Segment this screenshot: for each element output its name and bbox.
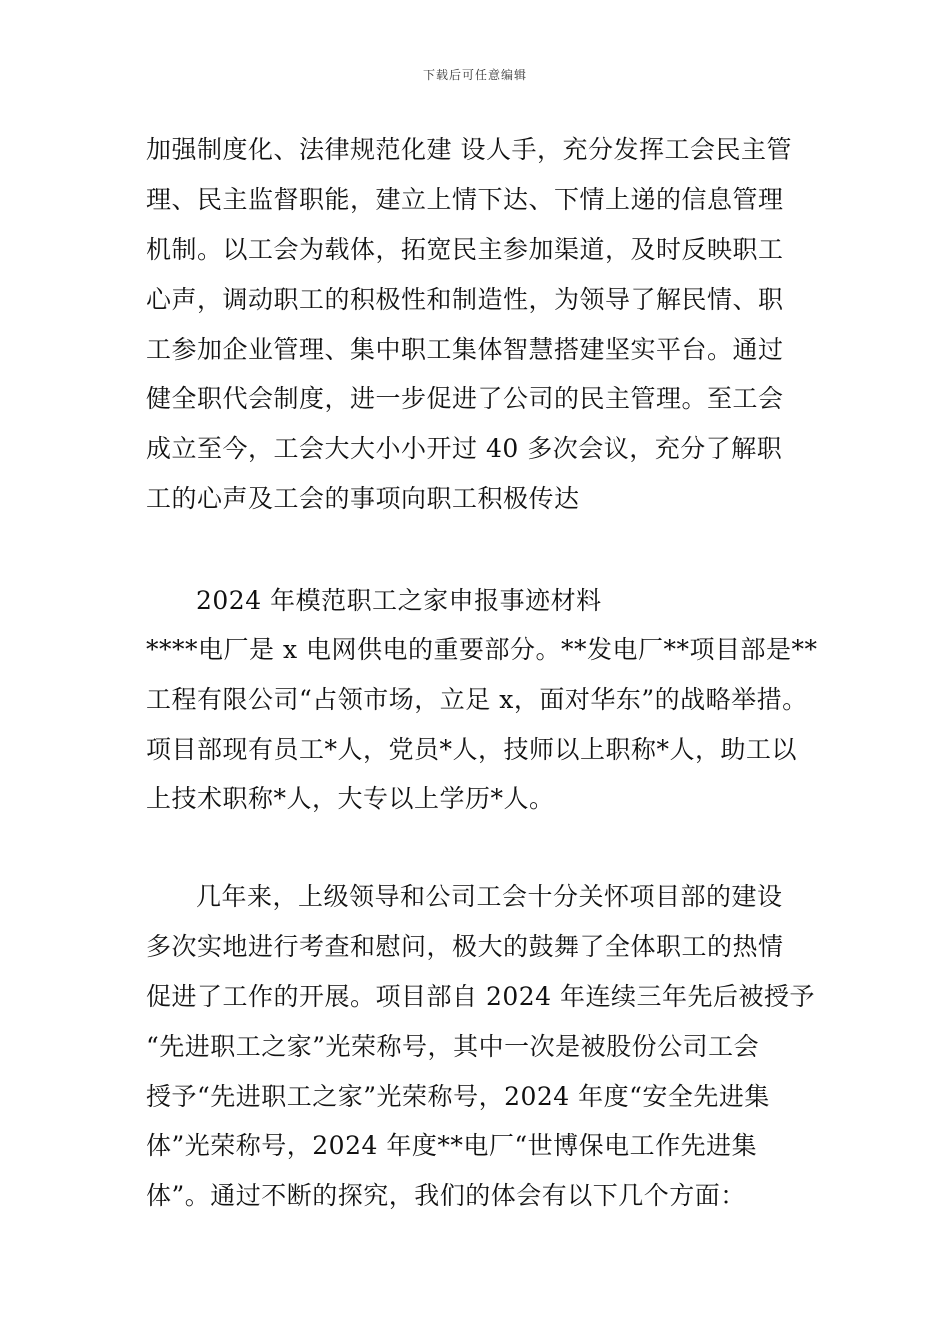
text-line: 体”。通过不断的探究，我们的体会有以下几个方面： [146, 1181, 746, 1210]
text-line: 健全职代会制度，进一步促进了公司的民主管理。至工会 [146, 384, 784, 413]
text-line: 加强制度化、法律规范化建 设人手，充分发挥工会民主管 [146, 135, 792, 164]
text-line: 机制。以工会为载体，拓宽民主参加渠道，及时反映职工 [146, 235, 784, 264]
text-line: 多次实地进行考查和慰问，极大的鼓舞了全体职工的热情 [146, 932, 784, 961]
text-line: ****电厂是 x 电网供电的重要部分。**发电厂**项目部是** [146, 635, 818, 664]
text-line: 体”光荣称号，2024 年度**电厂“世博保电工作先进集 [146, 1131, 758, 1160]
text-line: “先进职工之家”光荣称号，其中一次是被股份公司工会 [146, 1032, 760, 1061]
text-line: 心声，调动职工的积极性和制造性，为领导了解民情、职 [146, 285, 784, 314]
document-title: 2024 年模范职工之家申报事迹材料 [196, 586, 602, 615]
text-line: 成立至今，工会大大小小开过 40 多次会议，充分了解职 [146, 434, 783, 463]
text-line: 理、民主监督职能，建立上情下达、下情上递的信息管理 [146, 185, 784, 214]
text-line: 促进了工作的开展。项目部自 2024 年连续三年先后被授予 [146, 982, 816, 1011]
text-line: 工参加企业管理、集中职工集体智慧搭建坚实平台。通过 [146, 335, 784, 364]
text-line: 几年来，上级领导和公司工会十分关怀项目部的建设 [196, 882, 783, 911]
page-header: 下载后可任意编辑 [422, 68, 527, 82]
text-line: 工程有限公司“占领市场，立足 x，面对华东”的战略举措。 [146, 685, 808, 714]
text-line: 工的心声及工会的事项向职工积极传达 [146, 484, 580, 513]
text-line: 授予“先进职工之家”光荣称号，2024 年度“安全先进集 [146, 1082, 770, 1111]
text-line: 上技术职称*人，大专以上学历*人。 [146, 784, 555, 813]
text-line: 项目部现有员工*人，党员*人，技师以上职称*人，助工以 [146, 735, 798, 764]
